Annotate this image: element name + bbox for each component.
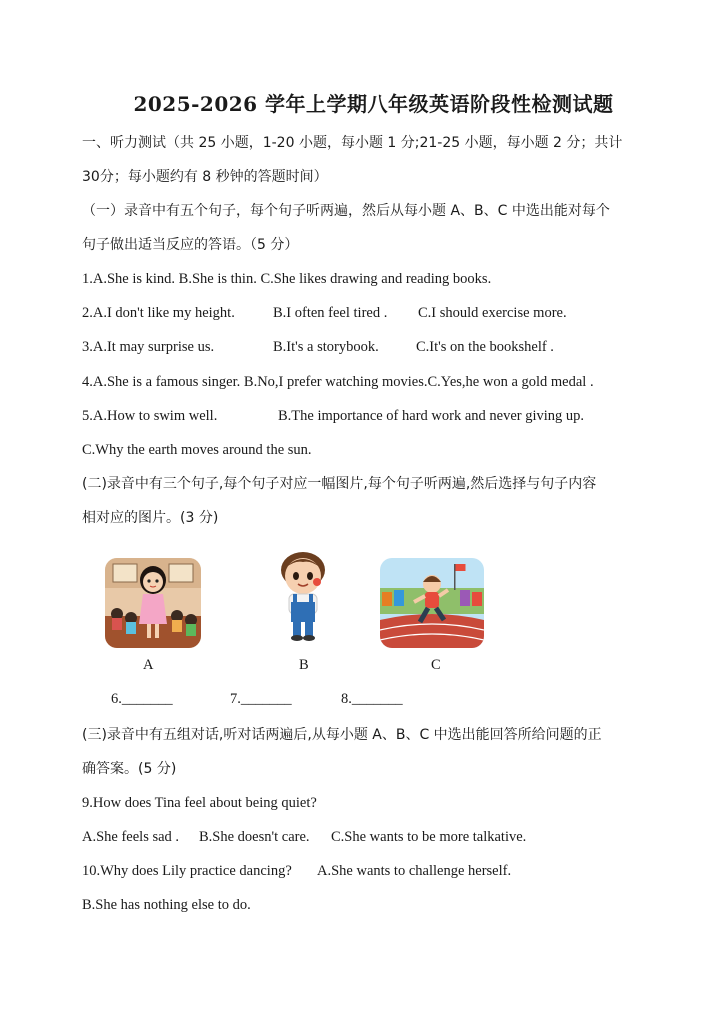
picture-a-label: A [143,657,154,673]
answer-blank-7[interactable]: 7._______ [230,691,292,707]
part2-instruction-line1: (二)录音中有三个句子,每个句子对应一幅图片,每个句子听两遍,然后选择与句子内容 [82,476,597,492]
question-9-option-b: B.She doesn't care. [199,829,310,845]
section1-heading-line1: 一、听力测试（共 25 小题，1-20 小题，每小题 1 分;21-25 小题，每小题 2 分；共计 [82,135,623,151]
page-title: 2025-2026 学年上学期八年级英语阶段性检测试题 [133,92,614,116]
question-9-option-c: C.She wants to be more talkative. [331,829,527,845]
question-10-text: 10.Why does Lily practice dancing? [82,863,292,879]
answer-blank-8[interactable]: 8._______ [341,691,403,707]
question-10-option-a: A.She wants to challenge herself. [317,863,512,879]
question-5-option-a: 5.A.How to swim well. [82,408,218,424]
picture-c-boy-running [380,558,484,648]
question-3-option-c: C.It's on the bookshelf . [416,339,554,355]
question-10-option-b: B.She has nothing else to do. [82,897,251,913]
question-4: 4.A.She is a famous singer. B.No,I prefer watching movies.C.Yes,he won a gold medal . [82,374,594,390]
part1-instruction-line2: 句子做出适当反应的答语。（5 分） [82,237,299,253]
question-9-option-a: A.She feels sad . [82,829,180,845]
question-1: 1.A.She is kind. B.She is thin. C.She likes drawing and reading books. [82,271,492,287]
picture-a-classroom-girl [105,558,201,648]
section1-heading-line2: 30分；每小题约有 8 秒钟的答题时间） [82,169,328,185]
answer-blank-6[interactable]: 6._______ [111,691,173,707]
question-3-option-b: B.It's a storybook. [273,339,379,355]
question-2-option-a: 2.A.I don't like my height. [82,305,235,321]
question-10 [82,861,652,881]
question-9-options [82,827,652,847]
part3-instruction-line1: (三)录音中有五组对话,听对话两遍后,从每小题 A、B、C 中选出能回答所给问题的正 [82,727,602,743]
question-5 [82,406,652,426]
part1-instruction-line1: （一）录音中有五个句子，每个句子听两遍，然后从每小题 A、B、C 中选出能对每个 [82,203,610,219]
question-5-option-b: B.The importance of hard work and never giving up. [278,408,585,424]
question-3 [82,337,652,357]
part3-instruction-line2: 确答案。(5 分) [82,761,177,777]
part2-instruction-line2: 相对应的图片。(3 分) [82,510,219,526]
picture-b-label: B [299,657,309,673]
question-9: 9.How does Tina feel about being quiet? [82,795,317,811]
question-2 [82,303,652,323]
picture-b-boy-standing [251,546,355,644]
question-5-option-c: C.Why the earth moves around the sun. [82,442,312,458]
question-2-option-b: B.I often feel tired . [273,305,388,321]
question-2-option-c: C.I should exercise more. [418,305,567,321]
question-3-option-a: 3.A.It may surprise us. [82,339,215,355]
picture-c-label: C [431,657,441,673]
